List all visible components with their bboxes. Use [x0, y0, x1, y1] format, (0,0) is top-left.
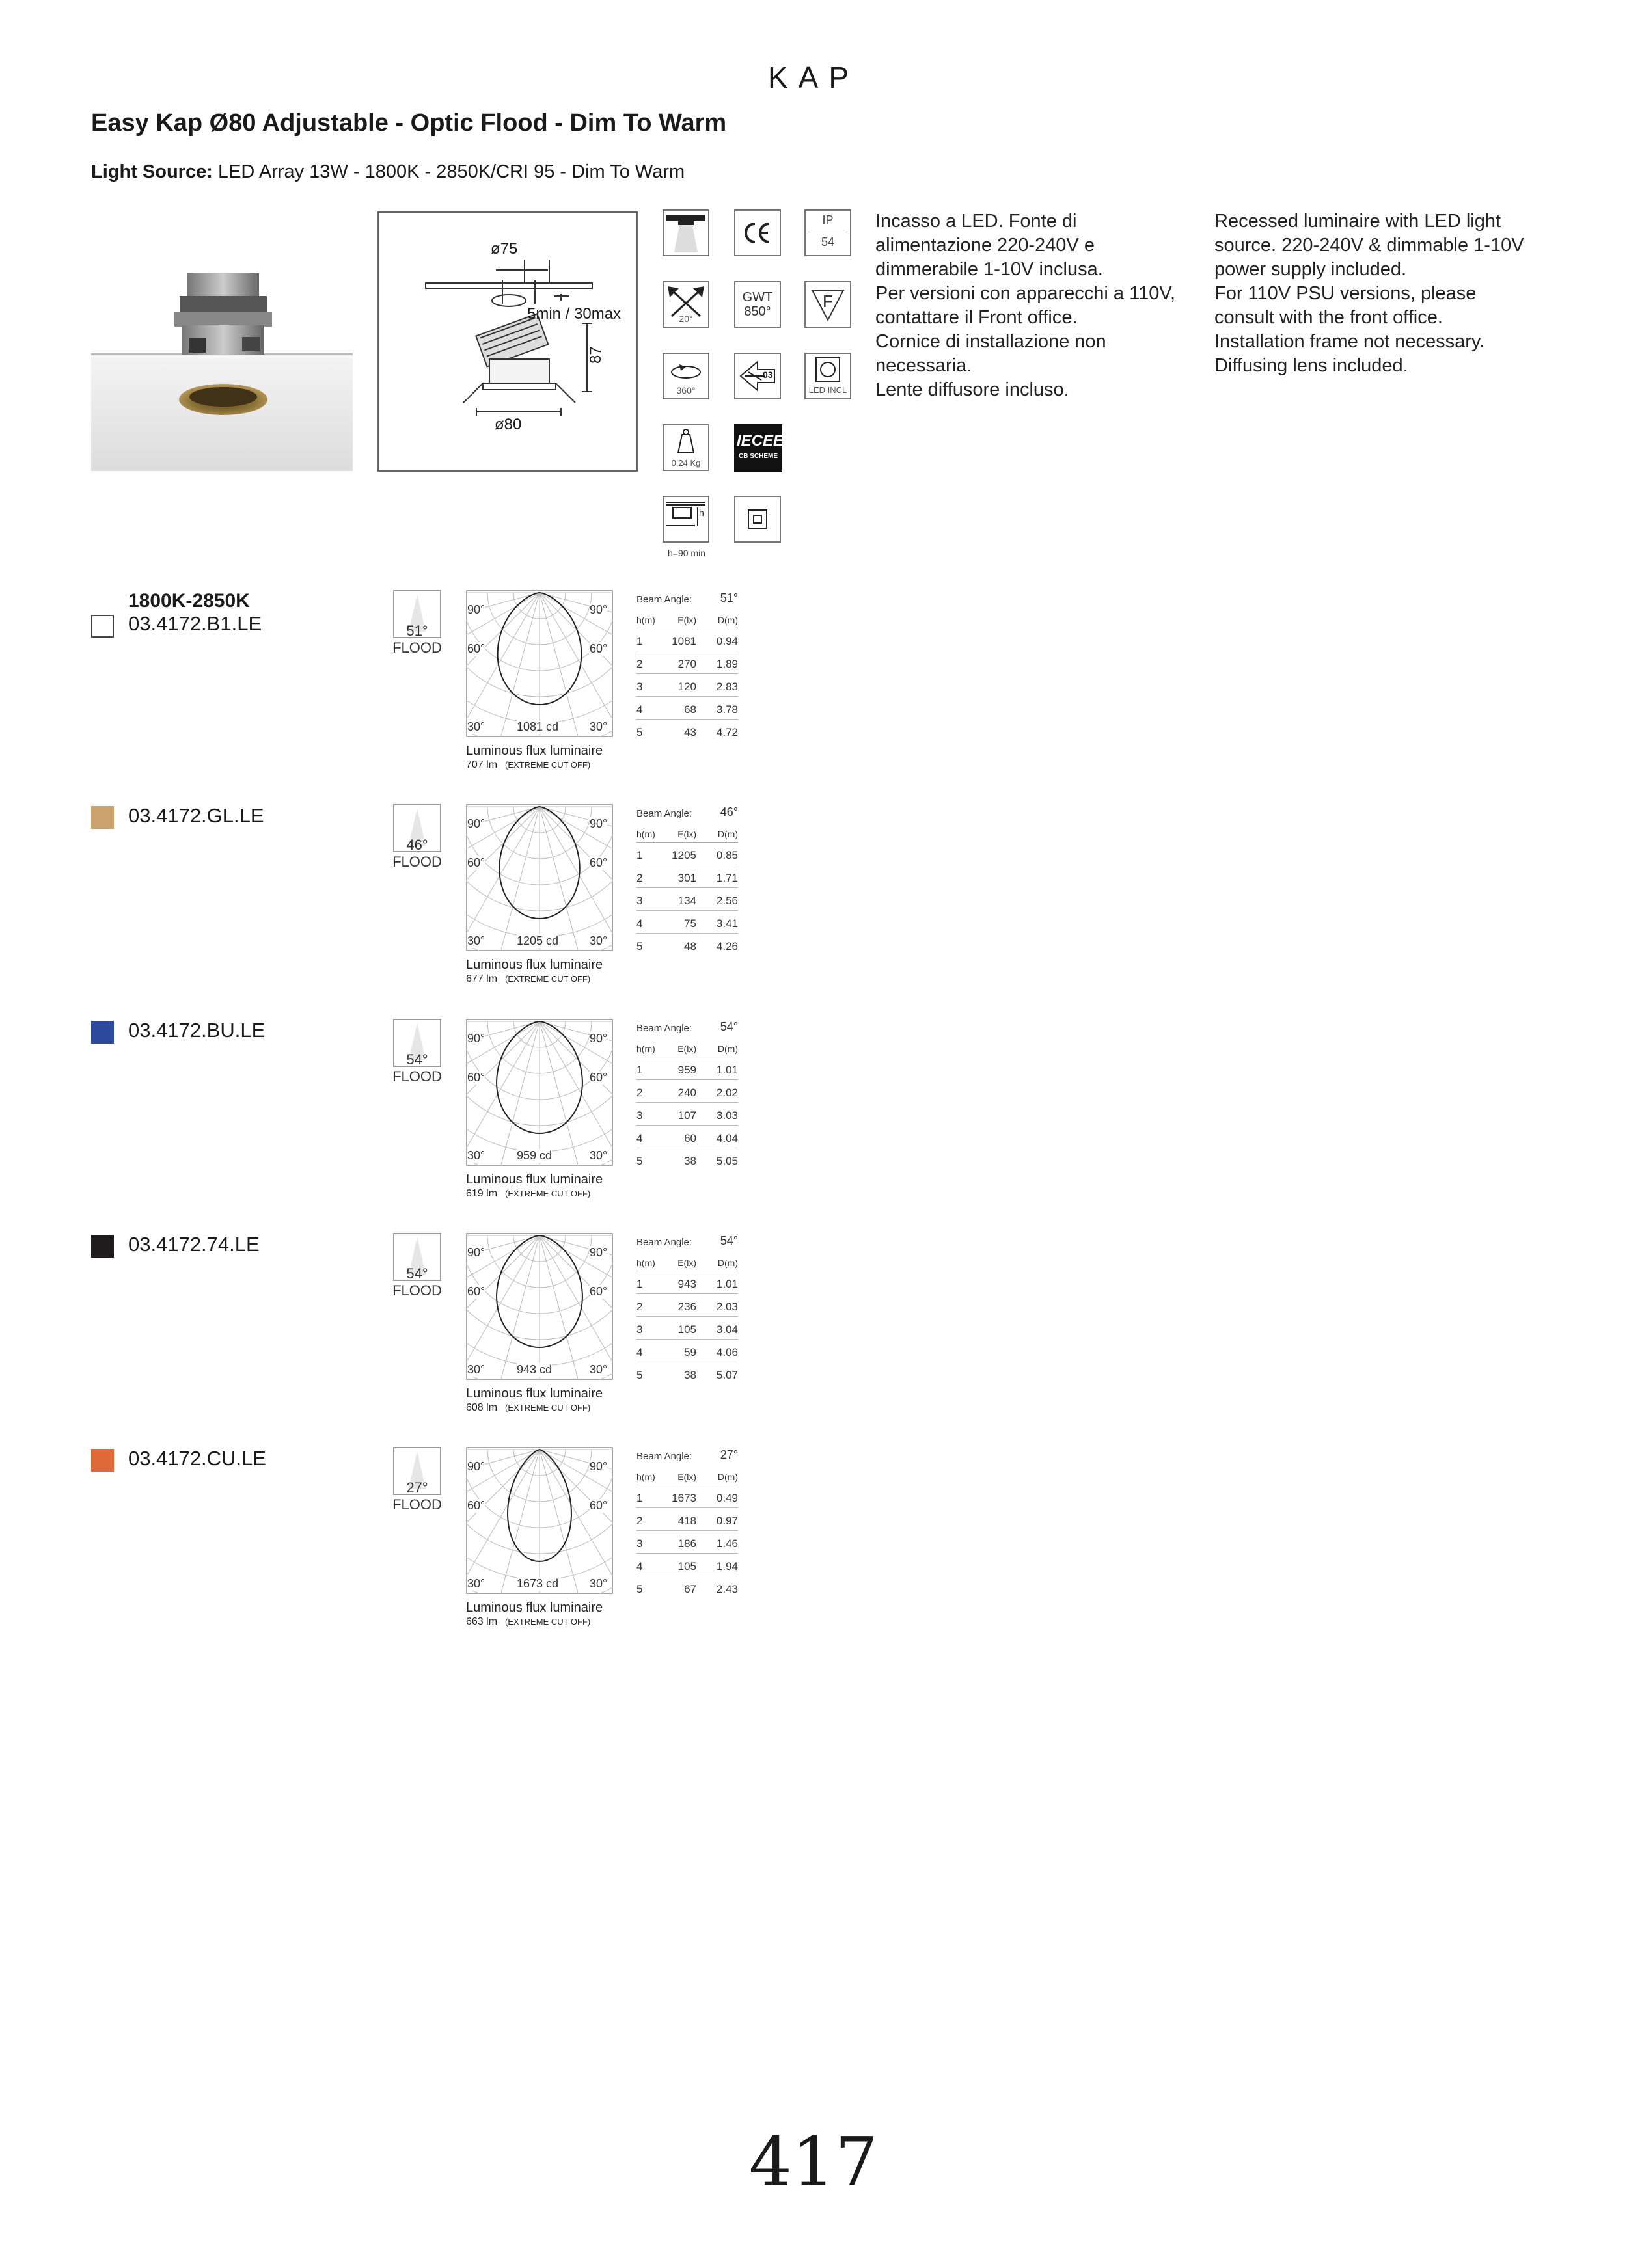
- led-included-label: LED INCL: [808, 385, 847, 395]
- polar-diagram: [466, 1019, 613, 1166]
- cell-illuminance: 240: [677, 1087, 696, 1099]
- table-header: [636, 1037, 738, 1057]
- color-temperature: 1800K-2850K: [128, 590, 250, 612]
- cell-illuminance: 1673: [672, 1492, 696, 1504]
- polar-label-60-right: 60°: [590, 1285, 608, 1298]
- beam-angle-row: [636, 805, 738, 822]
- light-source-label: Light Source:: [91, 161, 213, 182]
- cell-illuminance: 48: [684, 940, 696, 952]
- cell-diameter: 2.43: [716, 1583, 738, 1595]
- cell-height: 2: [636, 658, 643, 670]
- cell-diameter: 1.89: [716, 658, 738, 670]
- polar-label-30-left: 30°: [467, 934, 485, 947]
- polar-label-60-right: 60°: [590, 642, 608, 655]
- table-row: [636, 1576, 738, 1599]
- polar-label-90-left: 90°: [467, 817, 485, 830]
- table-row: [636, 674, 738, 697]
- color-swatch: [91, 1235, 114, 1258]
- cell-illuminance: 38: [684, 1155, 696, 1167]
- tilt-value: 20°: [679, 314, 693, 324]
- col-e: E(lx): [677, 1472, 696, 1482]
- beam-angle-row: [636, 591, 738, 608]
- ce-mark-icon: [734, 209, 781, 256]
- lumens: 707 lm: [466, 759, 498, 770]
- class-value: 03: [763, 370, 773, 380]
- brand-name: KAP: [767, 61, 860, 94]
- polar-label-60-right: 60°: [590, 856, 608, 869]
- cell-illuminance: 418: [677, 1515, 696, 1527]
- polar-diagram: [466, 1233, 613, 1380]
- polar-candela: 1081 cd: [517, 720, 559, 733]
- light-source-value: LED Array 13W - 1800K - 2850K/CRI 95 - Dim To Warm: [212, 161, 685, 182]
- polar-label-30-left: 30°: [467, 1577, 485, 1590]
- desc-it-line: contattare il Front office.: [875, 307, 1078, 328]
- gwt-icon: [734, 281, 781, 328]
- optic-type: FLOOD: [392, 854, 442, 870]
- cell-height: 3: [636, 1323, 643, 1336]
- cell-height: 4: [636, 1346, 643, 1358]
- tilt-arrows-icon: [663, 281, 709, 328]
- cell-height: 1: [636, 849, 643, 861]
- dim-bottom: ø80: [495, 416, 522, 433]
- cell-height: 5: [636, 940, 643, 952]
- luminous-flux-value: [466, 1402, 590, 1414]
- cutoff-label: (EXTREME CUT OFF): [505, 1617, 591, 1627]
- desc-it-line: alimentazione 220-240V e: [875, 235, 1095, 256]
- table-row: [636, 1362, 738, 1384]
- polar-label-90-right: 90°: [590, 603, 608, 616]
- polar-label-60-left: 60°: [467, 642, 485, 655]
- beam-angle-label: Beam Angle:: [636, 808, 692, 819]
- polar-label-90-left: 90°: [467, 1460, 485, 1473]
- cell-height: 3: [636, 681, 643, 693]
- col-e: E(lx): [677, 1044, 696, 1054]
- cell-illuminance: 270: [677, 658, 696, 670]
- rotation-value: 360°: [676, 385, 696, 396]
- cutoff-label: (EXTREME CUT OFF): [505, 760, 591, 770]
- f-mark-label: F: [823, 291, 833, 311]
- col-h: h(m): [636, 1044, 655, 1054]
- polar-diagram: [466, 1447, 613, 1594]
- optic-beam-angle: 46°: [406, 837, 428, 853]
- col-d: D(m): [717, 1258, 738, 1268]
- cell-illuminance: 43: [684, 726, 696, 738]
- col-d: D(m): [717, 615, 738, 625]
- beam-angle-label: Beam Angle:: [636, 1451, 692, 1462]
- desc-it-line: Lente diffusore incluso.: [875, 379, 1069, 400]
- table-header: [636, 822, 738, 843]
- cell-height: 3: [636, 895, 643, 907]
- weight-value: 0,24 Kg: [671, 458, 701, 468]
- col-h: h(m): [636, 1472, 655, 1482]
- optic-type: FLOOD: [392, 640, 442, 656]
- cell-diameter: 1.71: [716, 872, 738, 884]
- lumens: 677 lm: [466, 973, 498, 984]
- desc-en-line: source. 220-240V & dimmable 1-10V: [1214, 235, 1524, 256]
- cell-illuminance: 186: [677, 1537, 696, 1550]
- iecee-label: IECEE: [737, 432, 784, 450]
- cell-illuminance: 59: [684, 1346, 696, 1358]
- cell-illuminance: 1081: [672, 635, 696, 647]
- cell-diameter: 4.26: [716, 940, 738, 952]
- desc-it-line: Cornice di installazione non: [875, 331, 1106, 352]
- desc-it-line: Per versioni con apparecchi a 110V,: [875, 283, 1176, 304]
- description-italian: [875, 209, 1201, 402]
- lumens: 663 lm: [466, 1616, 498, 1627]
- table-row: [636, 1554, 738, 1576]
- product-code: 03.4172.GL.LE: [128, 804, 264, 827]
- illuminance-table: [636, 591, 738, 742]
- polar-label-60-right: 60°: [590, 1071, 608, 1084]
- col-d: D(m): [717, 1044, 738, 1054]
- cell-illuminance: 1205: [672, 849, 696, 861]
- polar-label-90-right: 90°: [590, 1246, 608, 1259]
- cell-illuminance: 236: [677, 1301, 696, 1313]
- color-swatch: [91, 615, 114, 638]
- luminous-flux-label: Luminous flux luminaire: [466, 958, 603, 972]
- luminous-flux-label: Luminous flux luminaire: [466, 1386, 603, 1401]
- cell-height: 5: [636, 726, 643, 738]
- cell-height: 1: [636, 1278, 643, 1290]
- polar-label-60-right: 60°: [590, 1499, 608, 1512]
- polar-label-30-right: 30°: [590, 934, 608, 947]
- polar-label-60-left: 60°: [467, 1499, 485, 1512]
- luminous-flux-label: Luminous flux luminaire: [466, 744, 603, 758]
- beam-angle-value: 46°: [720, 805, 738, 818]
- lumens: 619 lm: [466, 1188, 498, 1199]
- cell-height: 4: [636, 1132, 643, 1144]
- cell-height: 4: [636, 1560, 643, 1573]
- luminous-flux-value: [466, 973, 590, 985]
- luminous-flux-value: [466, 1188, 590, 1200]
- cutoff-label: (EXTREME CUT OFF): [505, 974, 591, 984]
- cell-diameter: 2.56: [716, 895, 738, 907]
- cell-illuminance: 107: [677, 1109, 696, 1122]
- luminous-flux-value: [466, 759, 590, 771]
- polar-label-90-left: 90°: [467, 1032, 485, 1045]
- cutoff-label: (EXTREME CUT OFF): [505, 1189, 591, 1198]
- recessed-icon: [663, 209, 709, 256]
- cell-diameter: 4.72: [716, 726, 738, 738]
- table-header: [636, 1251, 738, 1271]
- page-number: 417: [748, 2122, 879, 2202]
- cell-height: 5: [636, 1155, 643, 1167]
- desc-en-line: power supply included.: [1214, 259, 1407, 280]
- cell-height: 4: [636, 703, 643, 716]
- product-variant: [0, 590, 1627, 792]
- luminous-flux-label: Luminous flux luminaire: [466, 1600, 603, 1615]
- product-code: 03.4172.CU.LE: [128, 1447, 266, 1470]
- table-row: [636, 697, 738, 720]
- col-h: h(m): [636, 829, 655, 839]
- cell-illuminance: 60: [684, 1132, 696, 1144]
- technical-drawing: [377, 211, 638, 472]
- product-photo: [91, 260, 353, 471]
- cell-diameter: 2.83: [716, 681, 738, 693]
- desc-en-line: For 110V PSU versions, please: [1214, 283, 1477, 304]
- polar-candela: 1673 cd: [517, 1577, 559, 1590]
- table-row: [636, 934, 738, 956]
- polar-label-30-left: 30°: [467, 1149, 485, 1162]
- desc-it-line: necessaria.: [875, 355, 972, 376]
- illuminance-table: [636, 805, 738, 956]
- polar-label-60-left: 60°: [467, 856, 485, 869]
- product-variant: [0, 1019, 1627, 1221]
- table-row: [636, 911, 738, 934]
- table-row: [636, 1148, 738, 1170]
- cell-diameter: 3.78: [716, 703, 738, 716]
- polar-label-60-left: 60°: [467, 1071, 485, 1084]
- polar-candela: 1205 cd: [517, 934, 559, 947]
- col-d: D(m): [717, 1472, 738, 1482]
- table-row: [636, 1057, 738, 1080]
- cell-diameter: 1.94: [716, 1560, 738, 1573]
- cell-diameter: 0.49: [716, 1492, 738, 1504]
- polar-diagram: [466, 590, 613, 737]
- cell-height: 1: [636, 1492, 643, 1504]
- polar-label-30-right: 30°: [590, 1363, 608, 1376]
- col-e: E(lx): [677, 1258, 696, 1268]
- illuminance-table: [636, 1448, 738, 1599]
- beam-angle-value: 51°: [720, 591, 738, 604]
- col-e: E(lx): [677, 615, 696, 625]
- cell-height: 4: [636, 917, 643, 930]
- cell-illuminance: 68: [684, 703, 696, 716]
- f-mark-icon: [804, 281, 851, 328]
- polar-label-30-right: 30°: [590, 1577, 608, 1590]
- cell-height: 5: [636, 1583, 643, 1595]
- cell-height: 1: [636, 1064, 643, 1076]
- dim-top: ø75: [491, 240, 518, 258]
- cell-diameter: 0.85: [716, 849, 738, 861]
- table-row: [636, 843, 738, 865]
- cell-diameter: 5.07: [716, 1369, 738, 1381]
- optic-type: FLOOD: [392, 1068, 442, 1085]
- height-min: h=90 min: [668, 548, 705, 558]
- cell-illuminance: 105: [677, 1560, 696, 1573]
- table-row: [636, 865, 738, 888]
- beam-angle-value: 27°: [720, 1448, 738, 1461]
- rotation-icon: [663, 353, 709, 399]
- beam-angle-value: 54°: [720, 1020, 738, 1033]
- installation-height-icon: [663, 496, 709, 543]
- cell-illuminance: 943: [677, 1278, 696, 1290]
- square-frame-icon: [734, 496, 781, 543]
- cell-height: 1: [636, 635, 643, 647]
- iecee-logo: [734, 424, 782, 472]
- optic-beam-angle: 51°: [406, 623, 428, 639]
- cell-height: 3: [636, 1537, 643, 1550]
- illuminance-table: [636, 1234, 738, 1384]
- cutoff-label: (EXTREME CUT OFF): [505, 1403, 591, 1412]
- light-source: [91, 161, 685, 183]
- table-row: [636, 651, 738, 674]
- beam-angle-label: Beam Angle:: [636, 594, 692, 605]
- cell-height: 2: [636, 1515, 643, 1527]
- polar-label-30-right: 30°: [590, 720, 608, 733]
- optic-beam-angle: 54°: [406, 1265, 428, 1282]
- cell-diameter: 1.01: [716, 1278, 738, 1290]
- table-row: [636, 1080, 738, 1103]
- weight-icon: [663, 424, 709, 471]
- table-row: [636, 628, 738, 651]
- desc-en-line: consult with the front office.: [1214, 307, 1443, 328]
- table-header: [636, 608, 738, 628]
- class-icon: [734, 353, 781, 399]
- table-row: [636, 1485, 738, 1508]
- polar-label-30-left: 30°: [467, 1363, 485, 1376]
- dim-height: 87: [587, 346, 605, 364]
- cell-diameter: 0.97: [716, 1515, 738, 1527]
- table-row: [636, 1531, 738, 1554]
- desc-en-line: Installation frame not necessary.: [1214, 331, 1485, 352]
- cell-diameter: 2.03: [716, 1301, 738, 1313]
- table-row: [636, 1126, 738, 1148]
- cell-illuminance: 105: [677, 1323, 696, 1336]
- polar-label-60-left: 60°: [467, 1285, 485, 1298]
- luminous-flux-label: Luminous flux luminaire: [466, 1172, 603, 1187]
- description-english: [1214, 209, 1579, 378]
- color-swatch: [91, 1449, 114, 1472]
- product-code: 03.4172.74.LE: [128, 1233, 260, 1256]
- iecee-sub: CB SCHEME: [738, 453, 778, 460]
- product-variant: [0, 1447, 1627, 1649]
- lumens: 608 lm: [466, 1402, 498, 1413]
- cell-diameter: 4.04: [716, 1132, 738, 1144]
- ip-value: 54: [821, 236, 835, 249]
- polar-label-90-left: 90°: [467, 603, 485, 616]
- cell-diameter: 3.03: [716, 1109, 738, 1122]
- desc-en-line: Recessed luminaire with LED light: [1214, 211, 1501, 232]
- cell-height: 5: [636, 1369, 643, 1381]
- table-row: [636, 1103, 738, 1126]
- beam-angle-row: [636, 1448, 738, 1465]
- cell-illuminance: 67: [684, 1583, 696, 1595]
- product-variant: [0, 804, 1627, 1006]
- color-swatch: [91, 1021, 114, 1044]
- cell-height: 2: [636, 872, 643, 884]
- cell-diameter: 1.01: [716, 1064, 738, 1076]
- cell-illuminance: 301: [677, 872, 696, 884]
- desc-en-line: Diffusing lens included.: [1214, 355, 1408, 376]
- col-h: h(m): [636, 615, 655, 625]
- product-code: 03.4172.BU.LE: [128, 1019, 266, 1042]
- beam-angle-label: Beam Angle:: [636, 1237, 692, 1248]
- beam-angle-label: Beam Angle:: [636, 1023, 692, 1034]
- polar-label-90-left: 90°: [467, 1246, 485, 1259]
- cell-diameter: 5.05: [716, 1155, 738, 1167]
- cell-diameter: 3.41: [716, 917, 738, 930]
- cell-illuminance: 959: [677, 1064, 696, 1076]
- desc-it-line: Incasso a LED. Fonte di: [875, 211, 1077, 232]
- gwt-temp: 850°: [744, 304, 771, 319]
- optic-type: FLOOD: [392, 1496, 442, 1513]
- cell-illuminance: 38: [684, 1369, 696, 1381]
- cell-height: 3: [636, 1109, 643, 1122]
- polar-diagram: [466, 804, 613, 951]
- polar-candela: 943 cd: [517, 1363, 553, 1376]
- table-row: [636, 1294, 738, 1317]
- beam-angle-row: [636, 1020, 738, 1037]
- cell-diameter: 2.02: [716, 1087, 738, 1099]
- led-included-icon: [804, 353, 851, 399]
- polar-label-90-right: 90°: [590, 1460, 608, 1473]
- ip-label: IP: [822, 213, 834, 226]
- cell-illuminance: 134: [677, 895, 696, 907]
- polar-label-30-right: 30°: [590, 1149, 608, 1162]
- table-row: [636, 1317, 738, 1340]
- table-row: [636, 888, 738, 911]
- polar-label-30-left: 30°: [467, 720, 485, 733]
- cell-diameter: 3.04: [716, 1323, 738, 1336]
- optic-beam-angle: 54°: [406, 1051, 428, 1068]
- table-row: [636, 720, 738, 742]
- polar-label-90-right: 90°: [590, 817, 608, 830]
- product-title: Easy Kap Ø80 Adjustable - Optic Flood - Dim To Warm: [91, 109, 727, 137]
- color-swatch: [91, 806, 114, 829]
- optic-type: FLOOD: [392, 1282, 442, 1299]
- desc-it-line: dimmerabile 1-10V inclusa.: [875, 259, 1103, 280]
- beam-angle-row: [636, 1234, 738, 1251]
- illuminance-table: [636, 1020, 738, 1170]
- dim-thickness: 5min / 30max: [527, 305, 622, 323]
- luminous-flux-value: [466, 1616, 590, 1628]
- table-row: [636, 1508, 738, 1531]
- polar-label-90-right: 90°: [590, 1032, 608, 1045]
- col-e: E(lx): [677, 829, 696, 839]
- table-header: [636, 1465, 738, 1485]
- cell-height: 2: [636, 1087, 643, 1099]
- height-label: h: [699, 507, 704, 518]
- cell-illuminance: 120: [677, 681, 696, 693]
- cell-diameter: 1.46: [716, 1537, 738, 1550]
- product-code: 03.4172.B1.LE: [128, 612, 262, 635]
- cell-diameter: 0.94: [716, 635, 738, 647]
- cell-height: 2: [636, 1301, 643, 1313]
- table-row: [636, 1271, 738, 1294]
- product-variant: [0, 1233, 1627, 1435]
- cell-diameter: 4.06: [716, 1346, 738, 1358]
- table-row: [636, 1340, 738, 1362]
- ip-rating-icon: [804, 209, 851, 256]
- polar-candela: 959 cd: [517, 1149, 553, 1162]
- col-d: D(m): [717, 829, 738, 839]
- cell-illuminance: 75: [684, 917, 696, 930]
- optic-beam-angle: 27°: [406, 1479, 428, 1496]
- col-h: h(m): [636, 1258, 655, 1268]
- gwt-label: GWT: [742, 290, 773, 304]
- beam-angle-value: 54°: [720, 1234, 738, 1247]
